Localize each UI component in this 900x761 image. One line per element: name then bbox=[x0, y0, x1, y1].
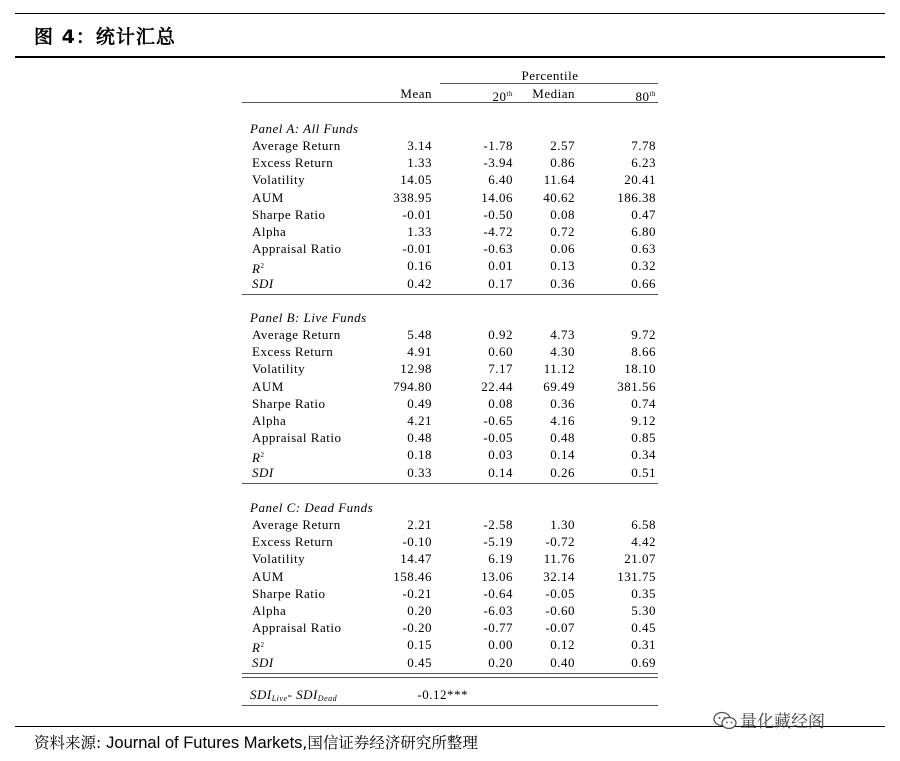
table-cell: 1.30 bbox=[550, 517, 575, 532]
table-cell: 6.58 bbox=[631, 517, 656, 532]
row-label: Volatility bbox=[252, 172, 306, 188]
table-cell: 11.64 bbox=[543, 172, 575, 188]
table-cell: 2.57 bbox=[550, 138, 575, 153]
table-cell: 0.60 bbox=[488, 344, 513, 360]
row-label: Excess Return bbox=[252, 155, 334, 171]
row-label: Sharpe Ratio bbox=[252, 206, 326, 222]
column-header-80th-number: 80 bbox=[635, 89, 650, 104]
table-cell: 7.78 bbox=[631, 138, 656, 153]
row-label: Average Return bbox=[252, 327, 341, 342]
table-cell: 0.14 bbox=[488, 464, 513, 480]
table-cell: 0.18 bbox=[407, 447, 432, 463]
table-cell: 158.46 bbox=[393, 568, 432, 584]
table-cell: 0.15 bbox=[407, 637, 432, 653]
figure-title: 图 4：统计汇总 bbox=[34, 26, 176, 48]
table-cell: 0.00 bbox=[488, 637, 513, 653]
row-label: AUM bbox=[252, 189, 284, 205]
top-rule bbox=[15, 13, 885, 14]
table-cell: -5.19 bbox=[483, 534, 513, 550]
table-cell: 0.85 bbox=[631, 430, 656, 446]
table-cell: 11.12 bbox=[543, 361, 575, 377]
table-cell: 0.86 bbox=[550, 155, 575, 171]
table-cell: 8.66 bbox=[631, 344, 656, 360]
table-cell: 14.05 bbox=[400, 172, 432, 188]
table-cell: -0.01 bbox=[402, 206, 432, 222]
row-label: Sharpe Ratio bbox=[252, 395, 326, 411]
table-cell: 0.16 bbox=[407, 258, 432, 274]
panel-title: Panel A: All Funds bbox=[250, 121, 359, 136]
watermark bbox=[712, 707, 825, 732]
table-cell: 0.48 bbox=[407, 430, 432, 446]
table-cell: 0.40 bbox=[550, 654, 575, 670]
table-cell: -0.01 bbox=[402, 241, 432, 257]
column-header-80th bbox=[582, 86, 656, 105]
table-cell: -0.07 bbox=[545, 620, 575, 636]
table-cell: 5.48 bbox=[407, 327, 432, 342]
row-label: $R^2$ bbox=[252, 450, 265, 466]
table-cell: 14.06 bbox=[481, 189, 513, 205]
title-rule bbox=[15, 56, 885, 58]
row-label: AUM bbox=[252, 568, 284, 584]
table-cell: -0.60 bbox=[545, 603, 575, 618]
table-cell: -0.72 bbox=[545, 534, 575, 550]
table-cell: 2.21 bbox=[407, 517, 432, 532]
table-cell: 11.76 bbox=[543, 551, 575, 567]
row-label: Alpha bbox=[252, 224, 287, 239]
table-cell: -3.94 bbox=[483, 155, 513, 171]
table-cell: 0.20 bbox=[488, 654, 513, 670]
row-label: Sharpe Ratio bbox=[252, 585, 326, 601]
table-cell: 0.49 bbox=[407, 395, 432, 411]
table-cell: 0.47 bbox=[631, 206, 656, 222]
percentile-header: Percentile bbox=[521, 68, 579, 83]
table-cell: 4.73 bbox=[550, 327, 575, 342]
panel-bottom-rule bbox=[242, 673, 658, 674]
table-cell: 338.95 bbox=[393, 189, 432, 205]
panel-bottom-rule bbox=[242, 294, 658, 295]
diff-top-rule bbox=[242, 677, 658, 678]
table-bottom-rule bbox=[242, 705, 658, 706]
source-journal: Journal of Futures Markets bbox=[106, 734, 303, 752]
column-header-20th-suffix: th bbox=[506, 90, 513, 98]
table-cell: 0.08 bbox=[550, 206, 575, 222]
row-label: Alpha bbox=[252, 413, 287, 428]
table-cell: 0.45 bbox=[407, 654, 432, 670]
column-header-20th-number: 20 bbox=[492, 89, 507, 104]
table-cell: -0.63 bbox=[483, 241, 513, 257]
table-cell: 20.41 bbox=[624, 172, 656, 188]
table-cell: 0.17 bbox=[488, 275, 513, 291]
diff-row-label: $SDI_{Live}-$ $SDI_{Dead}$ bbox=[250, 687, 338, 703]
table-cell: 40.62 bbox=[543, 189, 575, 205]
row-label: Excess Return bbox=[252, 344, 334, 360]
table-cell: 131.75 bbox=[617, 568, 656, 584]
table-cell: 14.47 bbox=[400, 551, 432, 567]
source-note bbox=[34, 731, 478, 753]
table-cell: 21.07 bbox=[624, 551, 656, 567]
row-label: Appraisal Ratio bbox=[252, 620, 342, 636]
panel-bottom-rule bbox=[242, 483, 658, 484]
table-cell: -0.21 bbox=[402, 585, 432, 601]
table-cell: 6.80 bbox=[631, 224, 656, 239]
column-header-20th bbox=[447, 86, 513, 105]
row-label: AUM bbox=[252, 378, 284, 394]
panel-title: Panel C: Dead Funds bbox=[250, 500, 374, 515]
table-cell: 4.30 bbox=[550, 344, 575, 360]
column-header-80th-suffix: th bbox=[649, 90, 656, 98]
row-label: Excess Return bbox=[252, 534, 334, 550]
table-cell: 4.16 bbox=[550, 413, 575, 428]
source-suffix: ,国信证券经济研究所整理 bbox=[302, 734, 478, 752]
row-label: Average Return bbox=[252, 517, 341, 532]
table-cell: -6.03 bbox=[483, 603, 513, 618]
table-cell: 6.40 bbox=[488, 172, 513, 188]
table-cell: 0.42 bbox=[407, 275, 432, 291]
table-cell: 0.35 bbox=[631, 585, 656, 601]
watermark-text: 量化藏经阁 bbox=[740, 712, 825, 732]
wechat-icon bbox=[712, 711, 738, 731]
table-cell: -0.64 bbox=[483, 585, 513, 601]
table-cell: 0.20 bbox=[407, 603, 432, 618]
table-cell: 0.63 bbox=[631, 241, 656, 257]
table-cell: 0.32 bbox=[631, 258, 656, 274]
table-cell: 22.44 bbox=[481, 378, 513, 394]
row-label: $R^2$ bbox=[252, 640, 265, 656]
table-cell: 0.31 bbox=[631, 637, 656, 653]
table-cell: 4.91 bbox=[407, 344, 432, 360]
table-cell: 12.98 bbox=[400, 361, 432, 377]
row-label: $R^2$ bbox=[252, 261, 265, 277]
row-label: Average Return bbox=[252, 138, 341, 153]
table-cell: -4.72 bbox=[483, 224, 513, 239]
table-cell: 0.12 bbox=[550, 637, 575, 653]
table-cell: 0.72 bbox=[550, 224, 575, 239]
table-cell: 9.72 bbox=[631, 327, 656, 342]
table-cell: 6.19 bbox=[488, 551, 513, 567]
row-label: SDI bbox=[252, 275, 274, 291]
table-cell: 9.12 bbox=[631, 413, 656, 428]
table-cell: -0.05 bbox=[483, 430, 513, 446]
panel-title: Panel B: Live Funds bbox=[250, 310, 367, 325]
table-cell: 13.06 bbox=[481, 568, 513, 584]
table-cell: 0.36 bbox=[550, 395, 575, 411]
table-cell: -0.20 bbox=[402, 620, 432, 636]
table-cell: 381.56 bbox=[617, 378, 656, 394]
table-cell: 3.14 bbox=[407, 138, 432, 153]
table-cell: -0.77 bbox=[483, 620, 513, 636]
table-cell: 7.17 bbox=[488, 361, 513, 377]
table-cell: -0.65 bbox=[483, 413, 513, 428]
table-cell: 0.06 bbox=[550, 241, 575, 257]
row-label: Volatility bbox=[252, 551, 306, 567]
diff-row-value: -0.12*** bbox=[417, 687, 468, 702]
row-label: Volatility bbox=[252, 361, 306, 377]
row-label: SDI bbox=[252, 464, 274, 480]
table-cell: -1.78 bbox=[483, 138, 513, 153]
table-cell: 6.23 bbox=[631, 155, 656, 171]
table-cell: 0.33 bbox=[407, 464, 432, 480]
table-cell: 0.36 bbox=[550, 275, 575, 291]
row-label: Appraisal Ratio bbox=[252, 430, 342, 446]
table-cell: -0.05 bbox=[545, 585, 575, 601]
table-cell: 69.49 bbox=[543, 378, 575, 394]
table-cell: 0.69 bbox=[631, 654, 656, 670]
table-cell: 0.92 bbox=[488, 327, 513, 342]
table-cell: 0.74 bbox=[631, 395, 656, 411]
table-cell: 32.14 bbox=[543, 568, 575, 584]
column-header-median: Median bbox=[532, 86, 575, 101]
table-cell: 4.42 bbox=[631, 534, 656, 550]
table-cell: 0.34 bbox=[631, 447, 656, 463]
row-label: Alpha bbox=[252, 603, 287, 618]
table-cell: 0.03 bbox=[488, 447, 513, 463]
table-cell: 0.45 bbox=[631, 620, 656, 636]
table-cell: 0.08 bbox=[488, 395, 513, 411]
table-cell: -2.58 bbox=[483, 517, 513, 532]
table-cell: 0.26 bbox=[550, 464, 575, 480]
table-cell: 0.13 bbox=[550, 258, 575, 274]
table-cell: 186.38 bbox=[617, 189, 656, 205]
column-header-mean: Mean bbox=[400, 86, 432, 101]
table-cell: -0.50 bbox=[483, 206, 513, 222]
table-cell: -0.10 bbox=[402, 534, 432, 550]
table-cell: 0.14 bbox=[550, 447, 575, 463]
table-cell: 0.48 bbox=[550, 430, 575, 446]
table-cell: 0.66 bbox=[631, 275, 656, 291]
source-prefix: 资料来源: bbox=[34, 734, 107, 752]
table-cell: 1.33 bbox=[407, 155, 432, 171]
row-label: SDI bbox=[252, 654, 274, 670]
table-cell: 794.80 bbox=[393, 378, 432, 394]
table-cell: 1.33 bbox=[407, 224, 432, 239]
table-cell: 18.10 bbox=[624, 361, 656, 377]
table-cell: 4.21 bbox=[407, 413, 432, 428]
table-cell: 0.01 bbox=[488, 258, 513, 274]
table-cell: 0.51 bbox=[631, 464, 656, 480]
row-label: Appraisal Ratio bbox=[252, 241, 342, 257]
table-cell: 5.30 bbox=[631, 603, 656, 618]
